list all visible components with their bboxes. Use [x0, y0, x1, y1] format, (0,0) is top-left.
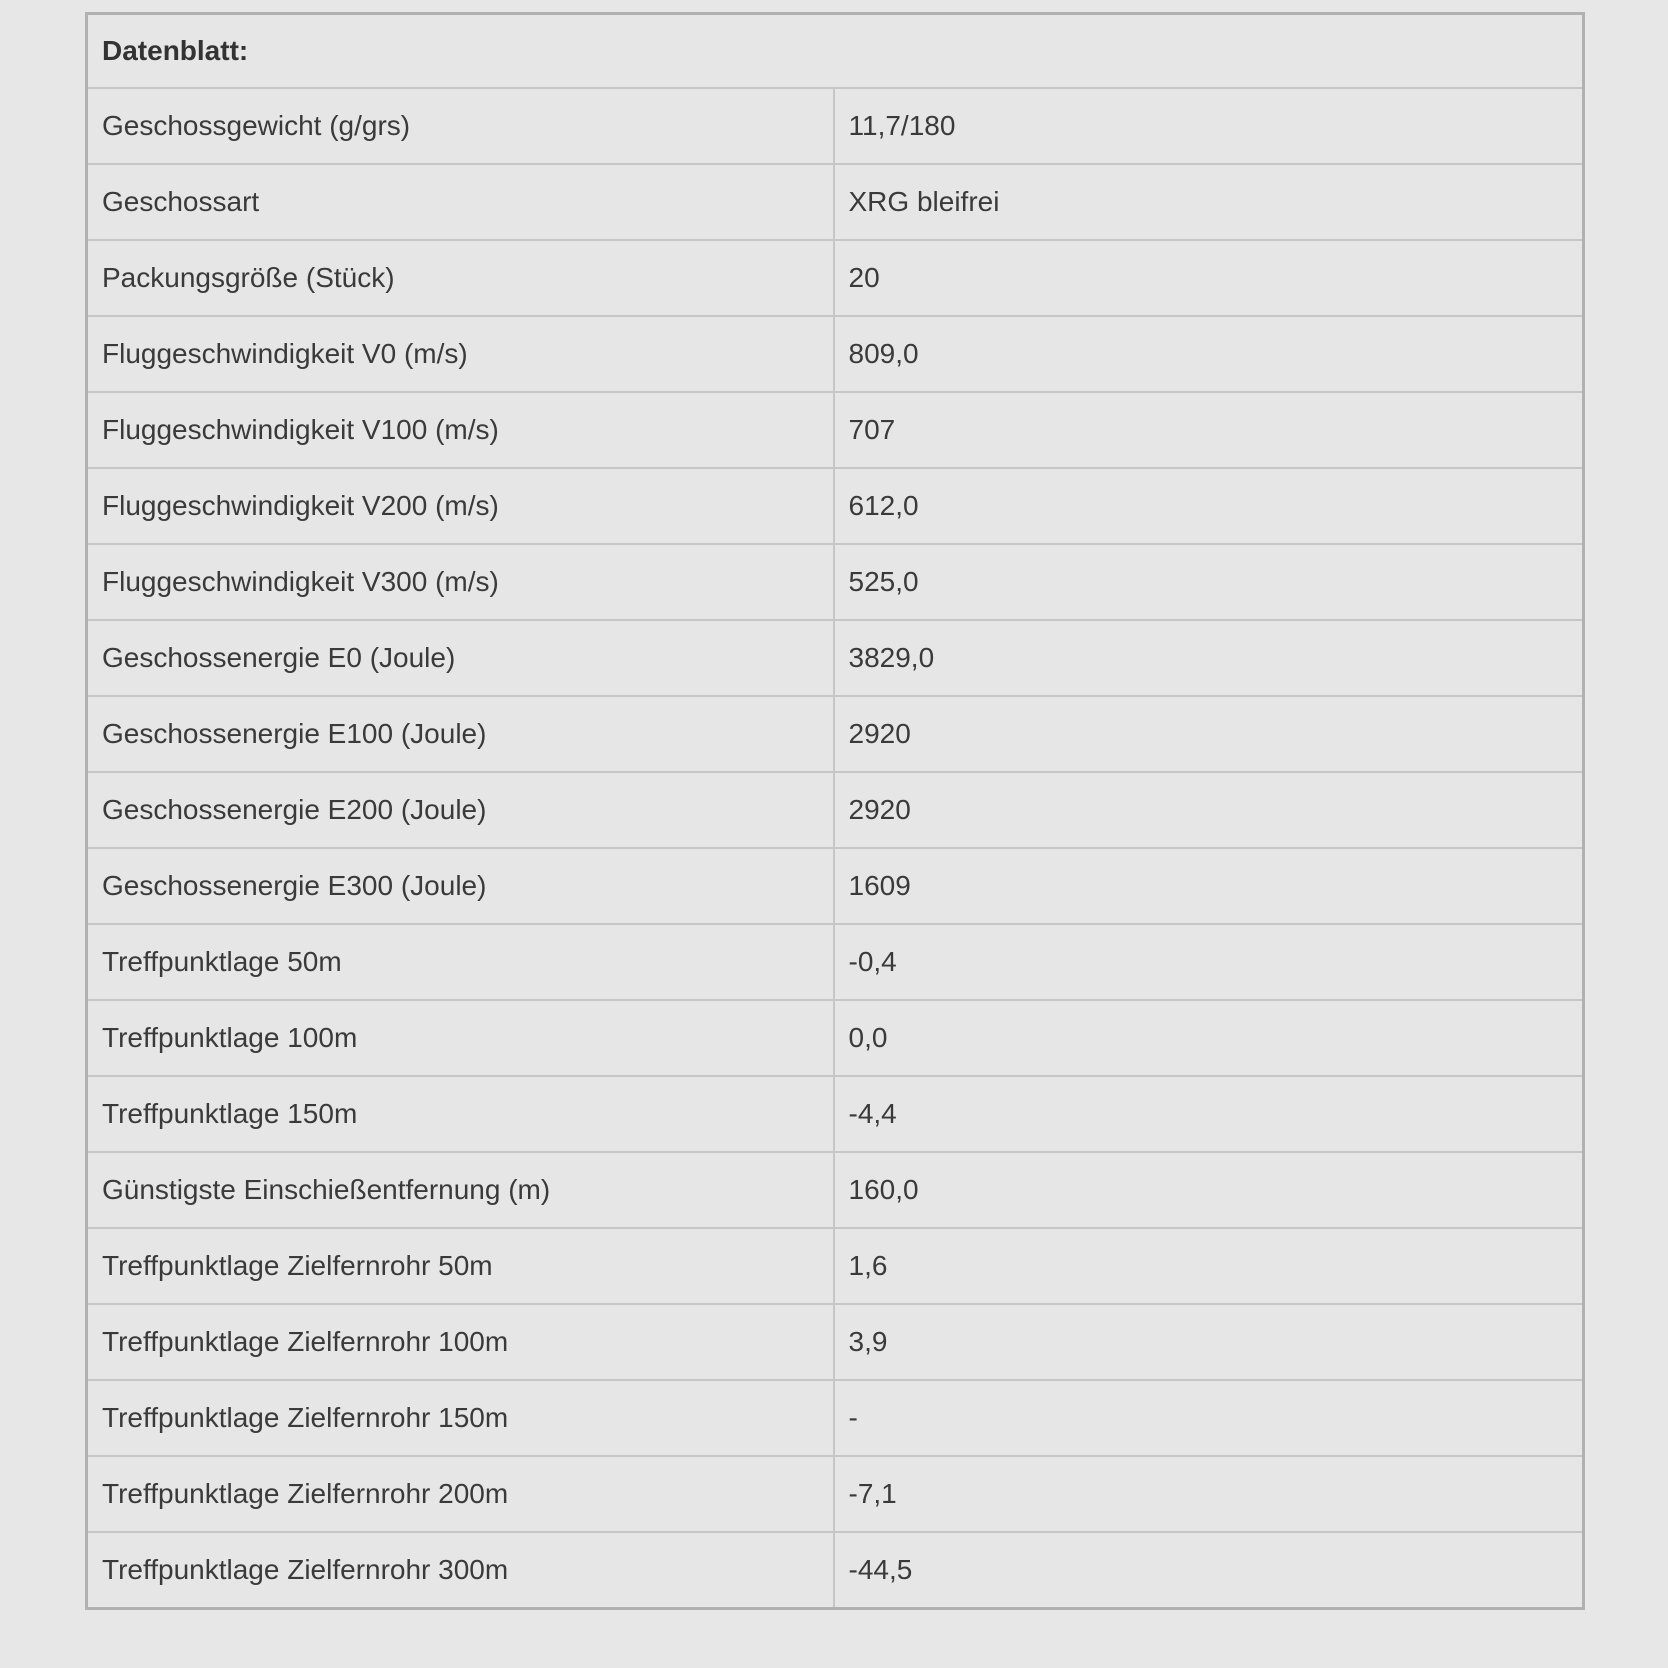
table-row [87, 1532, 1584, 1609]
table-row [87, 88, 1584, 164]
table-row [87, 1076, 1584, 1152]
table-row [87, 1380, 1584, 1456]
datasheet [85, 12, 1585, 1610]
table-row [87, 772, 1584, 848]
table-row [87, 1304, 1584, 1380]
row-value: 3,9 [834, 1304, 1584, 1380]
table-row [87, 240, 1584, 316]
row-value: 1,6 [834, 1228, 1584, 1304]
table-row [87, 696, 1584, 772]
row-label: Geschossenergie E0 (Joule) [87, 620, 834, 696]
datasheet-table [85, 12, 1585, 1610]
table-row [87, 544, 1584, 620]
row-value: 612,0 [834, 468, 1584, 544]
table-title: Datenblatt: [87, 14, 1584, 89]
row-label: Treffpunktlage Zielfernrohr 300m [87, 1532, 834, 1609]
row-label: Geschossenergie E100 (Joule) [87, 696, 834, 772]
table-row [87, 848, 1584, 924]
row-value: 160,0 [834, 1152, 1584, 1228]
row-label: Fluggeschwindigkeit V300 (m/s) [87, 544, 834, 620]
row-label: Geschossenergie E300 (Joule) [87, 848, 834, 924]
row-label: Treffpunktlage 150m [87, 1076, 834, 1152]
table-row [87, 1000, 1584, 1076]
row-label: Treffpunktlage Zielfernrohr 200m [87, 1456, 834, 1532]
row-value: 2920 [834, 696, 1584, 772]
table-row [87, 1456, 1584, 1532]
row-value: -44,5 [834, 1532, 1584, 1609]
row-label: Treffpunktlage Zielfernrohr 100m [87, 1304, 834, 1380]
row-label: Treffpunktlage 100m [87, 1000, 834, 1076]
table-row [87, 620, 1584, 696]
row-value: 1609 [834, 848, 1584, 924]
row-value: 0,0 [834, 1000, 1584, 1076]
row-label: Packungsgröße (Stück) [87, 240, 834, 316]
row-label: Fluggeschwindigkeit V200 (m/s) [87, 468, 834, 544]
row-label: Treffpunktlage 50m [87, 924, 834, 1000]
row-label: Günstigste Einschießentfernung (m) [87, 1152, 834, 1228]
row-value: -4,4 [834, 1076, 1584, 1152]
row-label: Fluggeschwindigkeit V100 (m/s) [87, 392, 834, 468]
row-value: -0,4 [834, 924, 1584, 1000]
table-row [87, 924, 1584, 1000]
row-value: 809,0 [834, 316, 1584, 392]
row-value: 3829,0 [834, 620, 1584, 696]
table-header-row [87, 14, 1584, 89]
row-label: Geschossenergie E200 (Joule) [87, 772, 834, 848]
row-value: 2920 [834, 772, 1584, 848]
row-value: 525,0 [834, 544, 1584, 620]
row-value: 11,7/180 [834, 88, 1584, 164]
table-row [87, 1152, 1584, 1228]
table-row [87, 164, 1584, 240]
table-row [87, 392, 1584, 468]
row-label: Geschossart [87, 164, 834, 240]
row-label: Treffpunktlage Zielfernrohr 150m [87, 1380, 834, 1456]
table-row [87, 1228, 1584, 1304]
row-label: Treffpunktlage Zielfernrohr 50m [87, 1228, 834, 1304]
table-row [87, 316, 1584, 392]
row-label: Geschossgewicht (g/grs) [87, 88, 834, 164]
row-label: Fluggeschwindigkeit V0 (m/s) [87, 316, 834, 392]
row-value: 20 [834, 240, 1584, 316]
row-value: - [834, 1380, 1584, 1456]
row-value: 707 [834, 392, 1584, 468]
row-value: XRG bleifrei [834, 164, 1584, 240]
table-row [87, 468, 1584, 544]
row-value: -7,1 [834, 1456, 1584, 1532]
